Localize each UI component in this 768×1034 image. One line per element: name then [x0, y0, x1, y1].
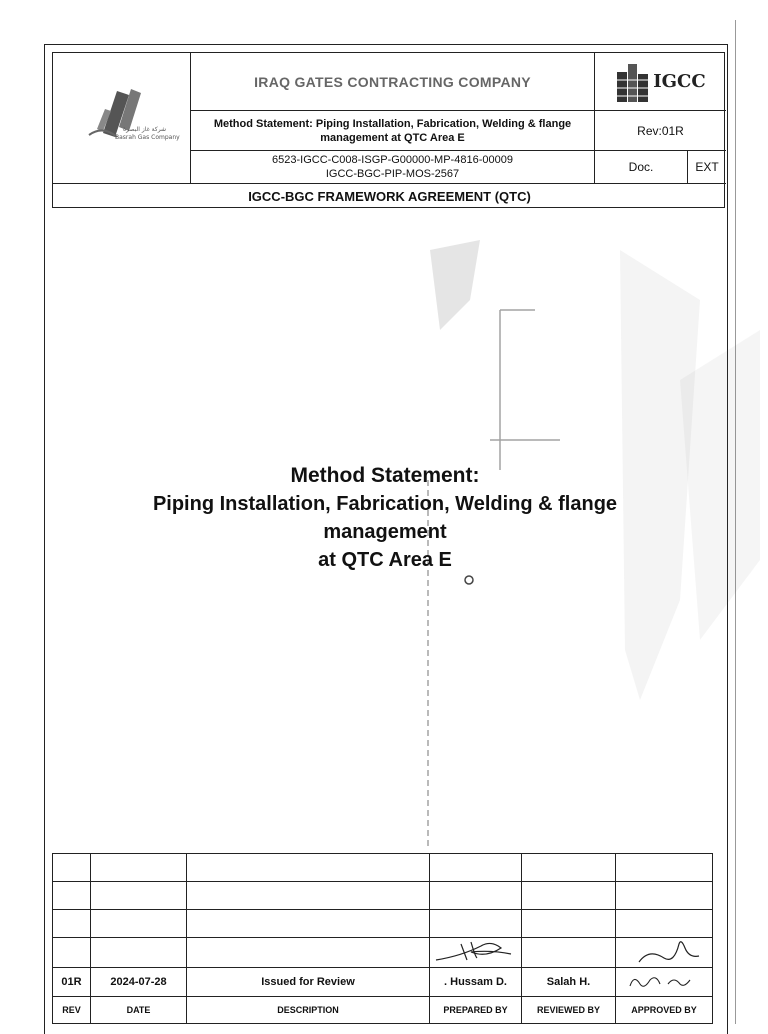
document-header — [52, 52, 725, 208]
document-number-cell — [191, 151, 595, 183]
company-name-cell — [191, 53, 595, 111]
igcc-logo-text: IGCC — [653, 71, 706, 92]
revision-row-empty — [53, 882, 713, 910]
main-title — [90, 462, 680, 574]
description-cell: Issued for Review — [187, 968, 430, 997]
header-reviewed-by: REVIEWED BY — [522, 997, 616, 1024]
igcc-logo-icon — [615, 60, 651, 104]
rev-cell: 01R — [53, 968, 91, 997]
main-title-line1: Method Statement: — [290, 464, 480, 487]
main-title-line3: management — [323, 521, 447, 543]
client-logo-cell — [53, 53, 191, 183]
document-number-secondary: IGCC-BGC-PIP-MOS-2567 — [325, 168, 460, 180]
approved-by-signature — [619, 938, 709, 964]
doc-label-cell — [595, 151, 688, 183]
company-name: IRAQ GATES CONTRACTING COMPANY — [254, 73, 531, 90]
main-title-line4: at QTC Area E — [318, 549, 452, 571]
approved-signature-cell — [616, 938, 713, 968]
revision-row-empty — [53, 854, 713, 882]
igcc-logo-cell — [595, 53, 726, 111]
reviewed-by-cell: Salah H. — [522, 968, 616, 997]
revision-label: Rev:01R — [637, 123, 684, 138]
revision-row — [53, 968, 713, 997]
document-title: Method Statement: Piping Installation, Fabrication, Welding & flange management at QTC Area E — [213, 117, 572, 144]
revision-cell — [595, 111, 726, 151]
doc-label: Doc. — [628, 160, 654, 174]
date-cell: 2024-07-28 — [91, 968, 187, 997]
prepared-signature-cell — [430, 938, 522, 968]
framework-agreement-title: IGCC-BGC FRAMEWORK AGREEMENT (QTC) — [248, 189, 531, 204]
document-title-cell — [191, 111, 595, 151]
header-approved-by: APPROVED BY — [616, 997, 713, 1024]
ext-label-cell — [688, 151, 726, 183]
ext-label: EXT — [695, 160, 719, 174]
framework-agreement-cell — [53, 183, 726, 209]
revision-row-empty — [53, 938, 713, 968]
prepared-by-cell: . Hussam D. — [430, 968, 522, 997]
header-rev: REV — [53, 997, 91, 1024]
revision-table — [52, 853, 713, 1024]
header-prepared-by: PREPARED BY — [430, 997, 522, 1024]
header-description: DESCRIPTION — [187, 997, 430, 1024]
revision-row-empty — [53, 910, 713, 938]
approved-by-handwriting — [624, 970, 704, 992]
document-number-primary: 6523-IGCC-C008-ISGP-G00000-MP-4816-00009 — [272, 154, 513, 166]
main-title-line2: Piping Installation, Fabrication, Welding & flange — [152, 493, 618, 515]
scan-edge-line — [735, 20, 736, 1024]
svg-text:شركة غاز البصرة: شركة غاز البصرة — [123, 126, 167, 133]
prepared-by-signature — [431, 938, 521, 964]
svg-text:Basrah Gas Company: Basrah Gas Company — [115, 134, 180, 141]
header-date: DATE — [91, 997, 187, 1024]
revision-table-header — [53, 997, 713, 1024]
basrah-gas-logo — [53, 53, 191, 183]
approved-by-cell — [616, 968, 713, 997]
